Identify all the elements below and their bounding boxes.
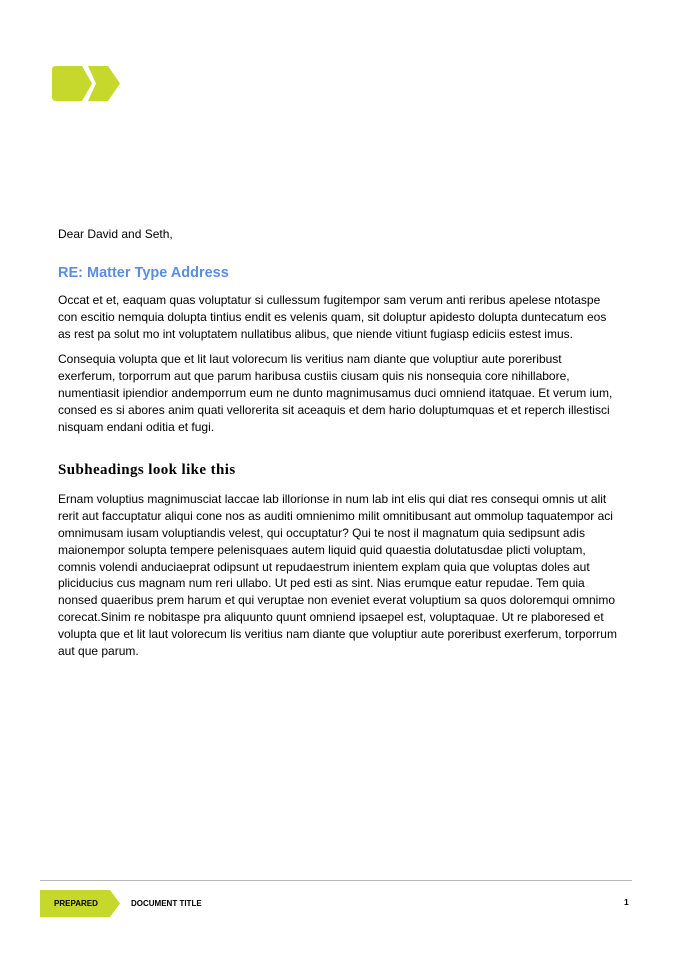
body-paragraph-2: Consequia volupta que et lit laut volorecum lis veritius nam diante que voluptiur aute poreribust exerferum, torporrum aut que parum haribusa custiis ciusam quis nis nonsequia core nihillabore, numentiasit ipiendior andemporrum eum ne dunto magnimusamus duci omniend itatquae. Et verum ium, consed es si abores anim quati vellorerita sit aceaquis et dem hario doluptumquas et et reperch illestisci nisquam endani oditia et fugi.: [58, 352, 613, 434]
salutation: Dear David and Seth,: [58, 227, 173, 241]
logo-graphic: [52, 66, 120, 101]
subheading: Subheadings look like this: [58, 462, 236, 479]
page-number: 1: [624, 897, 629, 907]
prepared-label: PREPARED: [54, 899, 98, 908]
body-paragraph-3: Ernam voluptius magnimusciat laccae lab illorionse in num lab int elis qui diat res consequi omnis ut alit rerit aut faccuptatur aliqui cone nos as auditi omnienimo milit omnitibusant aut ommolup taquatempor aci omnimusam iusam voluptiandis velest, qui occuptatur? Qui te nost il magnatum quia sedipsunt adis maionempor solupta tempere pelenisquaes autem liquid quid quaestia dolutatusdae plicti voluptam, comnis volendi anduciaeprat odipsunt ut repudaestrum inientem explam quia que voluptas doles aut pliciducius cus magnam num reri ullabo. Ut ped esti as sint. Nias erumque eatur repudae. Tem quia nonsed quaeribus prem harum et qui veruptae non eveniet everat voluptium sa quos doloremqui omnimo corecat.Sinim re nobitaspe pra aliquunto quunt omniend ipsaepel est, voluptaquae. Ut re plaboresed et volupta que et lit laut volorecum lis veritius nam diante que voluptiur aute poreribust exerferum, torporrum aut que parum.: [58, 492, 617, 658]
body-paragraph-1: Occat et et, eaquam quas voluptatur si cullessum fugitempor sam verum anti reribus apelese ntotaspe con escitio nemquia dolupta tintius endit es velenis quam, sit doluptur apidesto dolupta duntecatum eos as rest pa solut mo int voluptatem nullatibus alibus, que niende vitiunt fugiasp ediciis estest imus.: [58, 293, 607, 341]
footer-prepared-tag: [40, 890, 120, 917]
re-heading: RE: Matter Type Address: [58, 265, 229, 281]
letter-body: [58, 226, 618, 659]
footer-divider: [40, 880, 632, 881]
document-title: DOCUMENT TITLE: [131, 899, 202, 908]
double-chevron-logo-icon: [52, 66, 120, 101]
